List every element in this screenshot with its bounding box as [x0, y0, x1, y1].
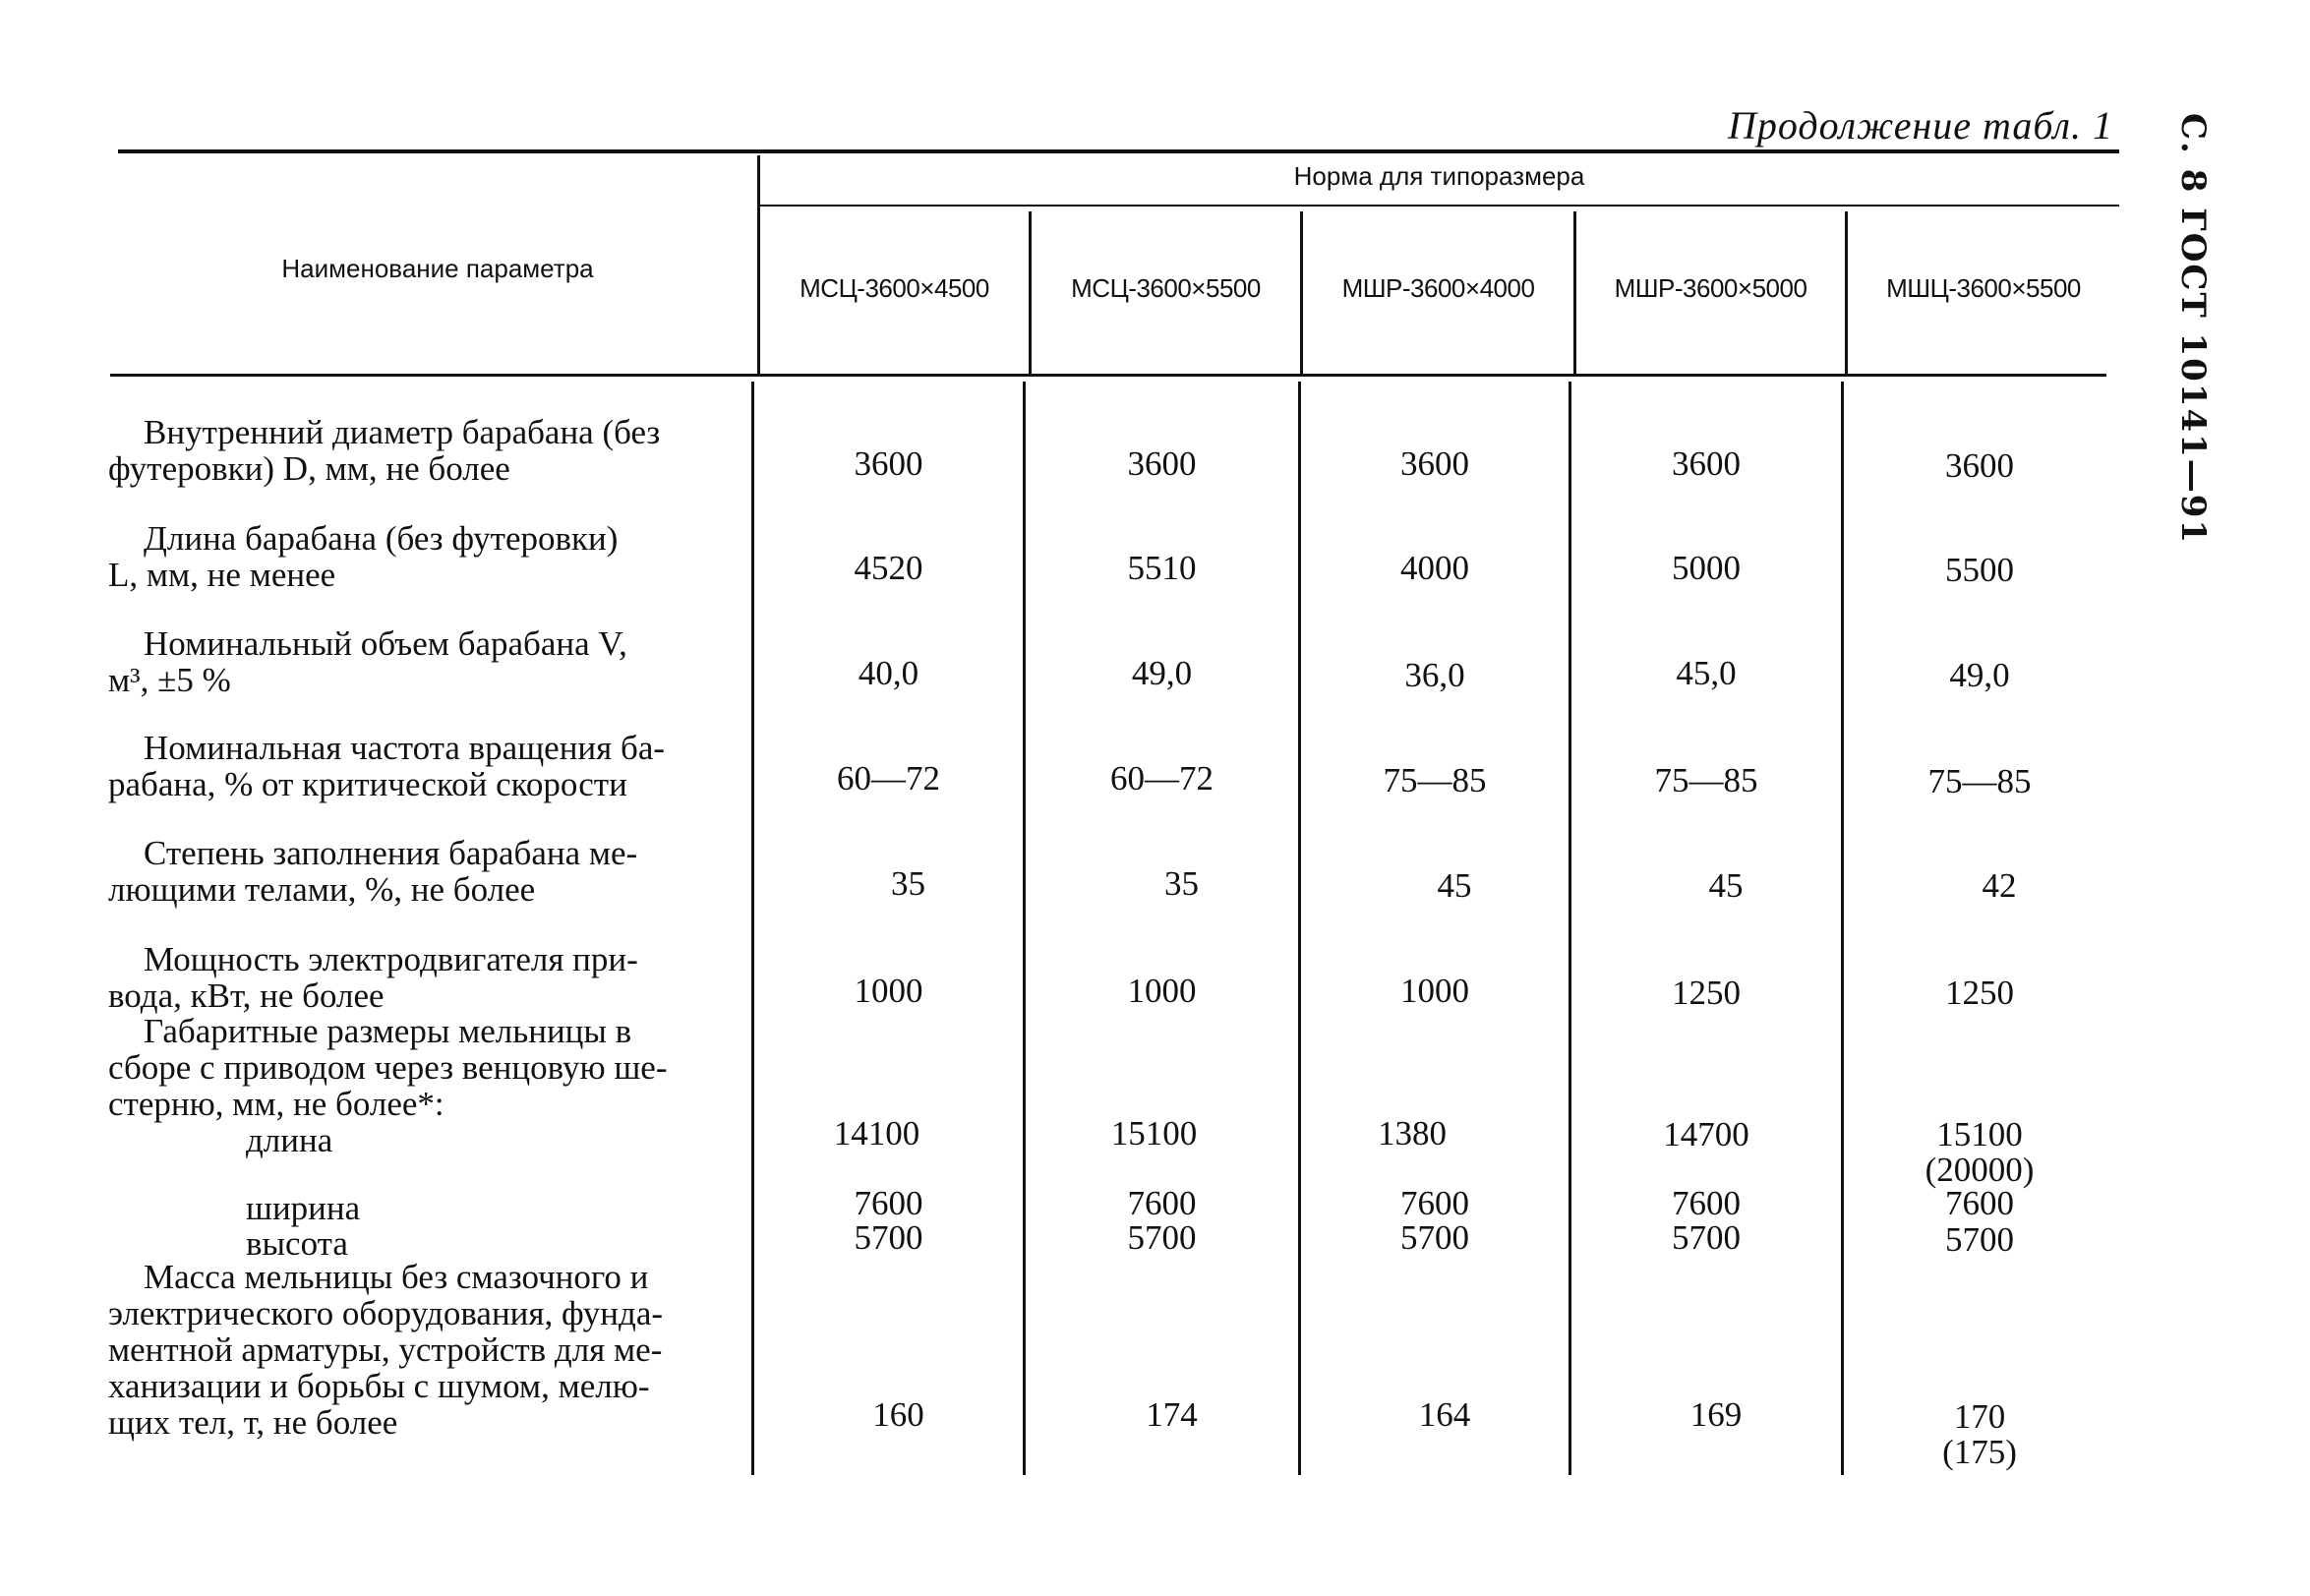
table-cell: 3600	[854, 444, 923, 483]
table-cell: 15100	[1110, 1114, 1198, 1153]
table-cell: 1000	[1400, 972, 1469, 1010]
table-cell: 7600	[854, 1184, 923, 1222]
table-cell: 1000	[1127, 972, 1197, 1010]
table-cell: 49,0	[1131, 654, 1193, 692]
document-identifier: С. 8 ГОСТ 10141—91	[2173, 113, 2213, 546]
column-header-5: МШЦ-3600×5500	[1886, 273, 2081, 303]
column-header-4: МШР-3600×5000	[1614, 273, 1807, 303]
parameter-name: Мощность электродвигателя при- вода, кВт, не более	[108, 940, 638, 1015]
table-cell: 75—85	[1927, 762, 2032, 800]
table-cell: 5510	[1127, 549, 1197, 587]
table-cell: 35	[1164, 864, 1199, 903]
column-header-2: МСЦ-3600×5500	[1071, 273, 1261, 303]
table-cell: 170	[1953, 1397, 2006, 1436]
table-cell: 7600	[1400, 1184, 1469, 1222]
parameter-name: Номинальная частота вращения ба- рабана, % от критической скорости	[108, 729, 666, 803]
table-cell: 14100	[833, 1114, 920, 1153]
parameter-name: длина	[246, 1121, 333, 1159]
table-cell: 5500	[1945, 551, 2014, 589]
table-cell: 36,0	[1404, 656, 1465, 694]
norm-group-rule	[759, 205, 2119, 207]
table-cell: 40,0	[858, 654, 919, 692]
table-top-rule	[118, 149, 2119, 153]
table-cell: 160	[872, 1395, 924, 1434]
table-cell: 3600	[1672, 444, 1741, 483]
table-cell: 75—85	[1654, 761, 1758, 799]
column-header-3: МШР-3600×4000	[1341, 273, 1535, 303]
table-cell: 5000	[1672, 549, 1741, 587]
table-cell: 1000	[854, 972, 923, 1010]
table-cell: 45,0	[1676, 654, 1737, 692]
table-cell: 60—72	[837, 759, 940, 798]
table-cell: 14700	[1663, 1115, 1749, 1153]
table-cell: 45	[1708, 866, 1744, 905]
table-cell: 174	[1146, 1395, 1198, 1434]
norm-group-header: Норма для типоразмера	[1293, 161, 1585, 191]
table-cell: 5700	[854, 1218, 923, 1257]
column-header-1: МСЦ-3600×4500	[800, 273, 989, 303]
parameter-name: Степень заполнения барабана ме- лющими телами, %, не более	[108, 834, 638, 909]
parameter-name: Масса мельницы без смазочного и электрического оборудования, фунда- ментной арматуры, устройств для ме- ханизации и борьбы с шумом, мелю- щих тел, т, не более	[108, 1258, 664, 1442]
table-cell: 3600	[1400, 444, 1469, 483]
parameter-name: высота	[246, 1224, 348, 1263]
table-cell: 75—85	[1383, 761, 1487, 799]
table-cell: 5700	[1127, 1218, 1197, 1257]
table-cell: 4520	[854, 549, 923, 587]
table-cell: 7600	[1127, 1184, 1197, 1222]
table-cell: 164	[1418, 1395, 1471, 1434]
table-cell: 1380	[1378, 1114, 1447, 1153]
header-bottom-rule	[110, 374, 2106, 377]
table-cell-note: (175)	[1942, 1433, 2017, 1471]
table-cell: 45	[1437, 866, 1472, 905]
table-cell: 169	[1689, 1395, 1743, 1434]
table-cell: 1250	[1672, 974, 1741, 1012]
table-cell: 4000	[1400, 549, 1469, 587]
column-divider-2-body	[1298, 382, 1301, 1475]
parameter-name: ширина	[246, 1189, 361, 1227]
parameter-column-header: Наименование параметра	[281, 254, 594, 283]
column-divider-4-body	[1841, 382, 1844, 1475]
column-divider-1-body	[1023, 382, 1026, 1475]
table-cell: 15100	[1936, 1115, 2023, 1153]
parameter-name: Длина барабана (без футеровки) L, мм, не менее	[108, 519, 619, 594]
parameter-name: Габаритные размеры мельницы в сборе с приводом через венцовую ше- стерню, мм, не более*:	[108, 1012, 668, 1123]
table-cell: 5700	[1672, 1218, 1741, 1257]
table-cell: 60—72	[1110, 759, 1214, 798]
parameter-name: Внутренний диаметр барабана (без футеровки) D, мм, не более	[108, 413, 661, 488]
table-cell: 5700	[1400, 1218, 1469, 1257]
table-cell: 3600	[1945, 446, 2014, 485]
parameter-name: Номинальный объем барабана V, м³, ±5 %	[108, 624, 627, 699]
column-divider-0-body	[751, 382, 754, 1475]
continuation-label: Продолжение табл. 1	[1727, 103, 2113, 148]
table-cell: 1250	[1945, 974, 2014, 1012]
table-cell: 7600	[1945, 1184, 2014, 1222]
column-divider-3-body	[1569, 382, 1571, 1475]
table-cell: 49,0	[1949, 656, 2010, 694]
table-cell-note: (20000)	[1925, 1151, 2035, 1189]
table-cell: 35	[891, 864, 925, 903]
table-cell: 42	[1982, 866, 2017, 905]
table-cell: 5700	[1945, 1220, 2014, 1259]
table-cell: 3600	[1127, 444, 1197, 483]
table-cell: 7600	[1672, 1184, 1741, 1222]
